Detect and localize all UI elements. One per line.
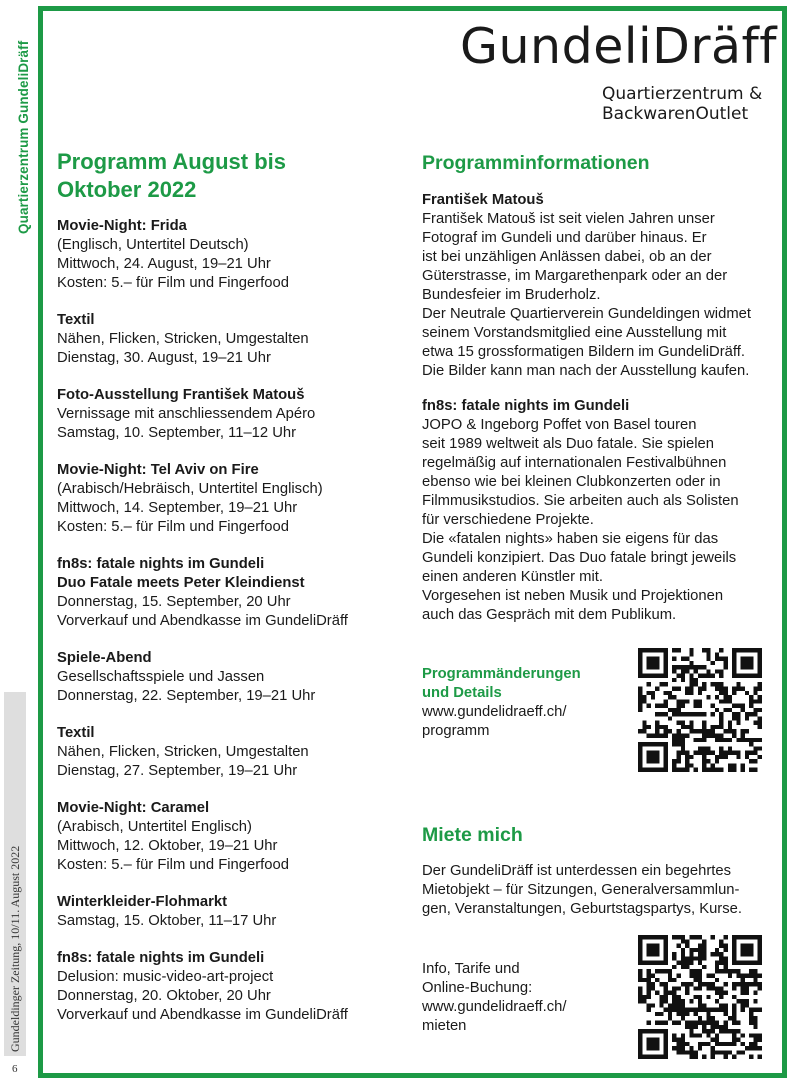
event-detail: Vorverkauf und Abendkasse im GundeliDräff	[57, 613, 348, 629]
info-line: auch das Gespräch mit dem Publikum.	[422, 607, 677, 623]
info-line: etwa 15 grossformatigen Bildern im GundeliDräff.	[422, 344, 745, 360]
info-line: Filmmusikstudios. Sie arbeiten auch als Solisten	[422, 493, 739, 509]
event-title: Textil	[57, 725, 95, 741]
event-title: fn8s: fatale nights im Gundeli	[57, 556, 265, 572]
program-title: Programm August bis Oktober 2022	[57, 149, 286, 202]
qr-code-rent[interactable]	[638, 935, 762, 1059]
event-item	[57, 799, 407, 875]
event-item	[57, 311, 407, 368]
event-detail: Kosten: 5.– für Film und Fingerfood	[57, 857, 289, 873]
info-line: Güterstrasse, im Margarethenpark oder an der	[422, 268, 728, 284]
event-item	[57, 386, 407, 443]
info-line: regelmäßig auf internationalen Festivalbühnen	[422, 455, 727, 471]
info-column	[422, 150, 782, 641]
rent-text	[422, 862, 782, 919]
info-line: ist bei unzähligen Anlässen dabei, ob an der	[422, 249, 712, 265]
rent-contact-line: Info, Tarife und	[422, 961, 520, 977]
info-line: Fotograf im Gundeli und darüber hinaus. Er	[422, 230, 707, 246]
info-title: Programminformationen	[422, 152, 650, 174]
event-item	[57, 217, 407, 293]
info-item-title: fn8s: fatale nights im Gundeli	[422, 398, 630, 414]
info-line: Der Neutrale Quartierverein Gundeldingen widmet	[422, 306, 751, 322]
event-detail: Mittwoch, 14. September, 19–21 Uhr	[57, 500, 298, 516]
event-detail: Delusion: music-video-art-project	[57, 969, 274, 985]
event-detail: Donnerstag, 22. September, 19–21 Uhr	[57, 688, 316, 704]
event-detail: Vernissage mit anschliessendem Apéro	[57, 406, 316, 422]
event-detail: Samstag, 15. Oktober, 11–17 Uhr	[57, 913, 277, 929]
event-list	[57, 217, 407, 1025]
logo-tagline: Quartierzentrum & BackwarenOutlet	[602, 84, 763, 124]
info-line: Die Bilder kann man nach der Ausstellung kaufen.	[422, 363, 750, 379]
event-title: Movie-Night: Tel Aviv on Fire	[57, 462, 259, 478]
event-detail: Samstag, 10. September, 11–12 Uhr	[57, 425, 297, 441]
info-list	[422, 191, 782, 625]
info-line: František Matouš ist seit vielen Jahren unser	[422, 211, 715, 227]
event-detail: Kosten: 5.– für Film und Fingerfood	[57, 275, 289, 291]
event-detail: Gesellschaftsspiele und Jassen	[57, 669, 265, 685]
qr-code-program[interactable]	[638, 648, 762, 772]
info-line: Gundeli konzipiert. Das Duo fatale bringt jeweils	[422, 550, 737, 566]
event-title: Movie-Night: Caramel	[57, 800, 210, 816]
event-detail: Donnerstag, 15. September, 20 Uhr	[57, 594, 291, 610]
event-detail: Nähen, Flicken, Stricken, Umgestalten	[57, 331, 309, 347]
info-line: für verschiedene Projekte.	[422, 512, 594, 528]
rent-contact-line: Online-Buchung:	[422, 980, 533, 996]
info-item-text	[422, 210, 782, 381]
info-item-text	[422, 416, 782, 625]
event-detail: Dienstag, 30. August, 19–21 Uhr	[57, 350, 271, 366]
event-title: Foto-Ausstellung František Matouš	[57, 387, 305, 403]
event-item	[57, 893, 407, 931]
rent-contact[interactable]	[422, 960, 622, 1036]
info-line: Die «fatalen nights» haben sie eigens für das	[422, 531, 719, 547]
logo	[365, 18, 777, 76]
changes-title: Programmänderungen und Details	[422, 666, 581, 701]
event-detail: Mittwoch, 24. August, 19–21 Uhr	[57, 256, 271, 272]
info-item	[422, 191, 782, 381]
rent-contact-line: www.gundelidraeff.ch/	[422, 999, 567, 1015]
changes-url[interactable]: www.gundelidraeff.ch/ programm	[422, 704, 567, 739]
info-item-title: František Matouš	[422, 192, 544, 208]
event-detail: Mittwoch, 12. Oktober, 19–21 Uhr	[57, 838, 278, 854]
event-title: Movie-Night: Frida	[57, 218, 187, 234]
event-item	[57, 649, 407, 706]
info-line: einen anderen Künstler mit.	[422, 569, 603, 585]
info-line: Vorgesehen ist neben Musik und Projektionen	[422, 588, 724, 604]
event-detail: (Englisch, Untertitel Deutsch)	[57, 237, 249, 253]
logo-wordmark: GundeliDräff	[460, 18, 777, 75]
info-line: ebenso wie bei kleinen Clubkonzerten oder in	[422, 474, 721, 490]
page-number: 6	[12, 1063, 18, 1075]
program-column	[57, 148, 407, 1043]
info-line: seinem Vorstandsmitglied eine Ausstellung mit	[422, 325, 727, 341]
vertical-label: Quartierzentrum GundeliDräff	[16, 40, 31, 234]
event-item	[57, 949, 407, 1025]
event-item	[57, 461, 407, 537]
event-detail: Dienstag, 27. September, 19–21 Uhr	[57, 763, 298, 779]
event-detail: Donnerstag, 20. Oktober, 20 Uhr	[57, 988, 271, 1004]
event-title: Textil	[57, 312, 95, 328]
rent-line: Mietobjekt – für Sitzungen, Generalversammlun-	[422, 882, 740, 898]
event-title: Duo Fatale meets Peter Kleindienst	[57, 575, 305, 591]
event-title: fn8s: fatale nights im Gundeli	[57, 950, 265, 966]
rent-title: Miete mich	[422, 824, 523, 846]
event-detail: (Arabisch/Hebräisch, Untertitel Englisch)	[57, 481, 323, 497]
info-item	[422, 397, 782, 625]
event-item	[57, 555, 407, 631]
rent-block	[422, 822, 782, 919]
event-detail: Nähen, Flicken, Stricken, Umgestalten	[57, 744, 309, 760]
info-line: Bundesfeier im Bruderholz.	[422, 287, 601, 303]
info-line: JOPO & Ingeborg Poffet von Basel touren	[422, 417, 697, 433]
event-detail: Kosten: 5.– für Film und Fingerfood	[57, 519, 289, 535]
footer-label: Gundeldinger Zeitung, 10/11. August 2022	[4, 692, 26, 1056]
rent-line: Der GundeliDräff ist unterdessen ein begehrtes	[422, 863, 731, 879]
event-title: Winterkleider-Flohmarkt	[57, 894, 228, 910]
event-detail: (Arabisch, Untertitel Englisch)	[57, 819, 252, 835]
changes-block	[422, 665, 622, 741]
rent-contact-line: mieten	[422, 1018, 467, 1034]
rent-line: gen, Veranstaltungen, Geburtstagspartys, Kurse.	[422, 901, 742, 917]
event-item	[57, 724, 407, 781]
event-detail: Vorverkauf und Abendkasse im GundeliDräff	[57, 1007, 348, 1023]
event-title: Spiele-Abend	[57, 650, 152, 666]
info-line: seit 1989 weltweit als Duo fatale. Sie spielen	[422, 436, 714, 452]
